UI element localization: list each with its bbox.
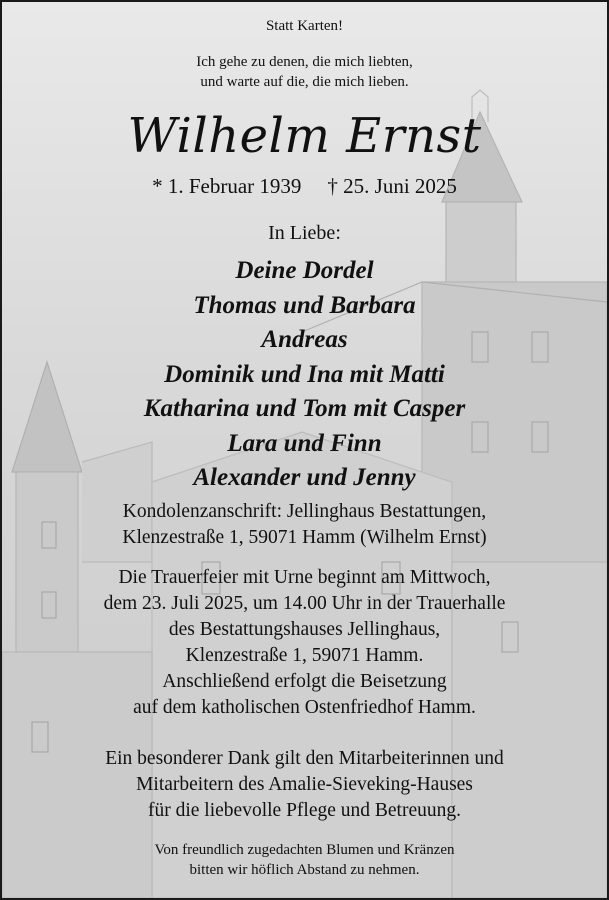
thanks-line: für die liebevolle Pflege und Betreuung. [148, 800, 461, 821]
mourner-line: Thomas und Barbara [193, 291, 416, 319]
ceremony-line: Die Trauerfeier mit Urne beginnt am Mittwoch, [118, 567, 491, 588]
ceremony-line: des Bestattungshauses Jellinghaus, [168, 619, 441, 640]
mourner-line: Deine Dordel [235, 257, 374, 284]
ceremony-line: auf dem katholischen Ostenfriedhof Hamm. [133, 697, 476, 718]
condolence-address [2, 499, 607, 551]
thanks-line: Ein besonderer Dank gilt den Mitarbeiterinnen und [105, 748, 504, 769]
life-dates [2, 173, 607, 199]
mourner-line: Alexander und Jenny [193, 464, 416, 491]
ceremony-line: Klenzestraße 1, 59071 Hamm. [185, 645, 424, 666]
flowers-note [2, 840, 607, 880]
mourner-line: Lara und Finn [227, 429, 382, 457]
mourners-list [2, 254, 607, 496]
mourner-line: Andreas [261, 326, 348, 353]
mourner-line: Katharina und Tom mit Casper [143, 395, 466, 422]
condolence-line: Kondolenzanschrift: Jellinghaus Bestattungen, [122, 501, 487, 522]
poem-line: und warte auf die, die mich lieben. [200, 74, 409, 90]
footer-line: bitten wir höflich Abstand zu nehmen. [189, 862, 420, 878]
deceased-name: Wilhelm Ernst [127, 108, 482, 164]
ceremony-info [2, 565, 607, 721]
thanks-line: Mitarbeitern des Amalie-Sieveking-Hauses [136, 774, 473, 795]
condolence-line: Klenzestraße 1, 59071 Hamm (Wilhelm Ernst) [122, 527, 487, 548]
thanks-note [2, 746, 607, 824]
birth-date: * 1. Februar 1939 [152, 174, 302, 198]
ceremony-line: dem 23. Juli 2025, um 14.00 Uhr in der Trauerhalle [103, 593, 506, 614]
notice-content [2, 2, 607, 898]
intro-line: Statt Karten! [265, 18, 344, 34]
footer-line: Von freundlich zugedachten Blumen und Kränzen [154, 842, 455, 858]
death-date: † 25. Juni 2025 [327, 174, 457, 198]
poem [2, 52, 607, 92]
poem-line: Ich gehe zu denen, die mich liebten, [196, 54, 413, 70]
in-love-heading: In Liebe: [268, 222, 341, 244]
mourner-line: Dominik und Ina mit Matti [164, 360, 445, 388]
ceremony-line: Anschließend erfolgt die Beisetzung [162, 671, 447, 692]
